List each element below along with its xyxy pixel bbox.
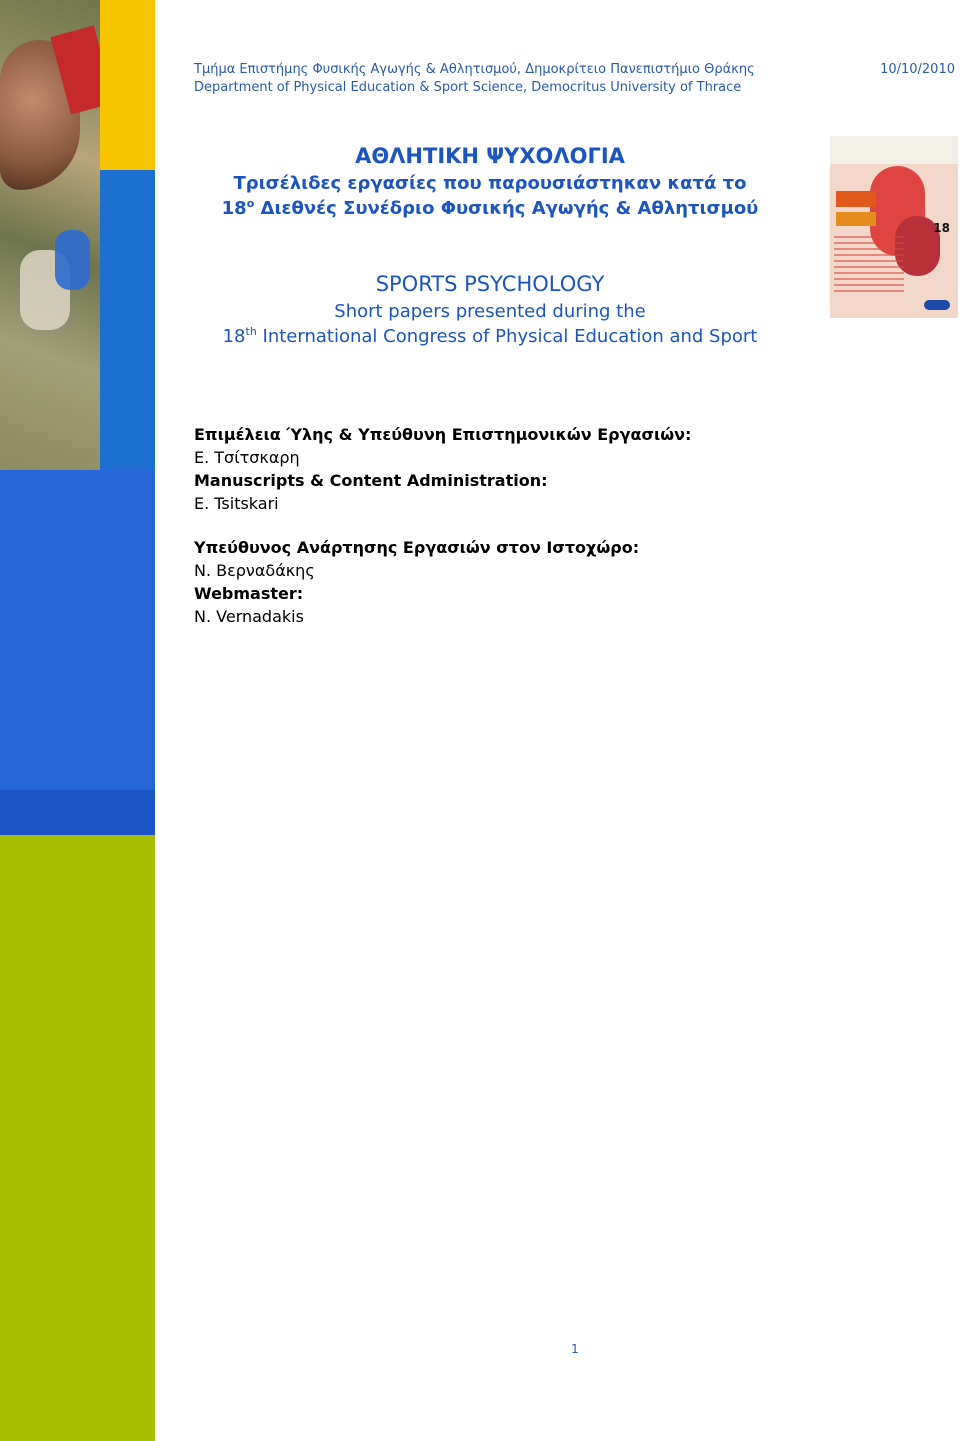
- congress-poster-image: [830, 136, 958, 318]
- greek-ordinal-suffix: ο: [246, 197, 255, 210]
- poster-date-badge-2: [836, 212, 876, 226]
- english-ordinal-number: 18: [222, 326, 246, 347]
- webmaster-label-english: Webmaster:: [194, 584, 304, 603]
- webmaster-label-greek: Υπεύθυνος Ανάρτησης Εργασιών στον Ιστοχώρο:: [194, 538, 640, 557]
- editor-name-english: E. Tsitskari: [194, 494, 279, 513]
- greek-ordinal-number: 18: [221, 198, 247, 219]
- editor-label-english: Manuscripts & Content Administration:: [194, 471, 548, 490]
- webmaster-name-greek: Ν. Βερναδάκης: [194, 561, 315, 580]
- header-greek-department: Τμήμα Επιστήμης Φυσικής Αγωγής & Αθλητισμού, Δημοκρίτειο Πανεπιστήμιο Θράκης: [194, 62, 755, 77]
- english-main-title: SPORTS PSYCHOLOGY: [375, 272, 605, 296]
- poster-header: [830, 136, 958, 164]
- editor-label-greek: Επιμέλεια Ύλης & Υπεύθυνη Επιστημονικών Εργασιών:: [194, 425, 692, 444]
- greek-congress-name: Διεθνές Συνέδριο Φυσικής Αγωγής & Αθλητισμού: [254, 198, 759, 219]
- green-band: [0, 835, 155, 1441]
- poster-sponsor-logo: [924, 300, 950, 310]
- poster-date-badge: [836, 191, 876, 207]
- editor-name-greek: Ε. Τσίτσκαρη: [194, 448, 300, 467]
- decorative-side-strip: [0, 0, 155, 1441]
- english-ordinal-suffix: th: [245, 325, 257, 338]
- english-subtitle: Short papers presented during the: [334, 301, 646, 322]
- english-congress-name: International Congress of Physical Education and Sport: [256, 326, 758, 347]
- blue-band-top: [100, 170, 155, 470]
- greek-subtitle: Τρισέλιδες εργασίες που παρουσιάστηκαν κατά το: [233, 173, 747, 194]
- greek-main-title: ΑΘΛΗΤΙΚΗ ΨΥΧΟΛΟΓΙΑ: [355, 144, 625, 168]
- greek-congress-line: [160, 198, 820, 219]
- english-congress-line: [160, 326, 820, 347]
- poster-text-lines: [834, 236, 904, 296]
- header-english-department: Department of Physical Education & Sport Science, Democritus University of Thrace: [194, 80, 742, 95]
- runner-image-2: [55, 230, 90, 290]
- dark-blue-band: [0, 790, 155, 835]
- blue-band: [0, 470, 155, 790]
- header-date: 10/10/2010: [880, 62, 955, 77]
- page-number: 1: [571, 1342, 579, 1356]
- poster-number-label: 18: [933, 221, 950, 235]
- webmaster-name-english: N. Vernadakis: [194, 607, 304, 626]
